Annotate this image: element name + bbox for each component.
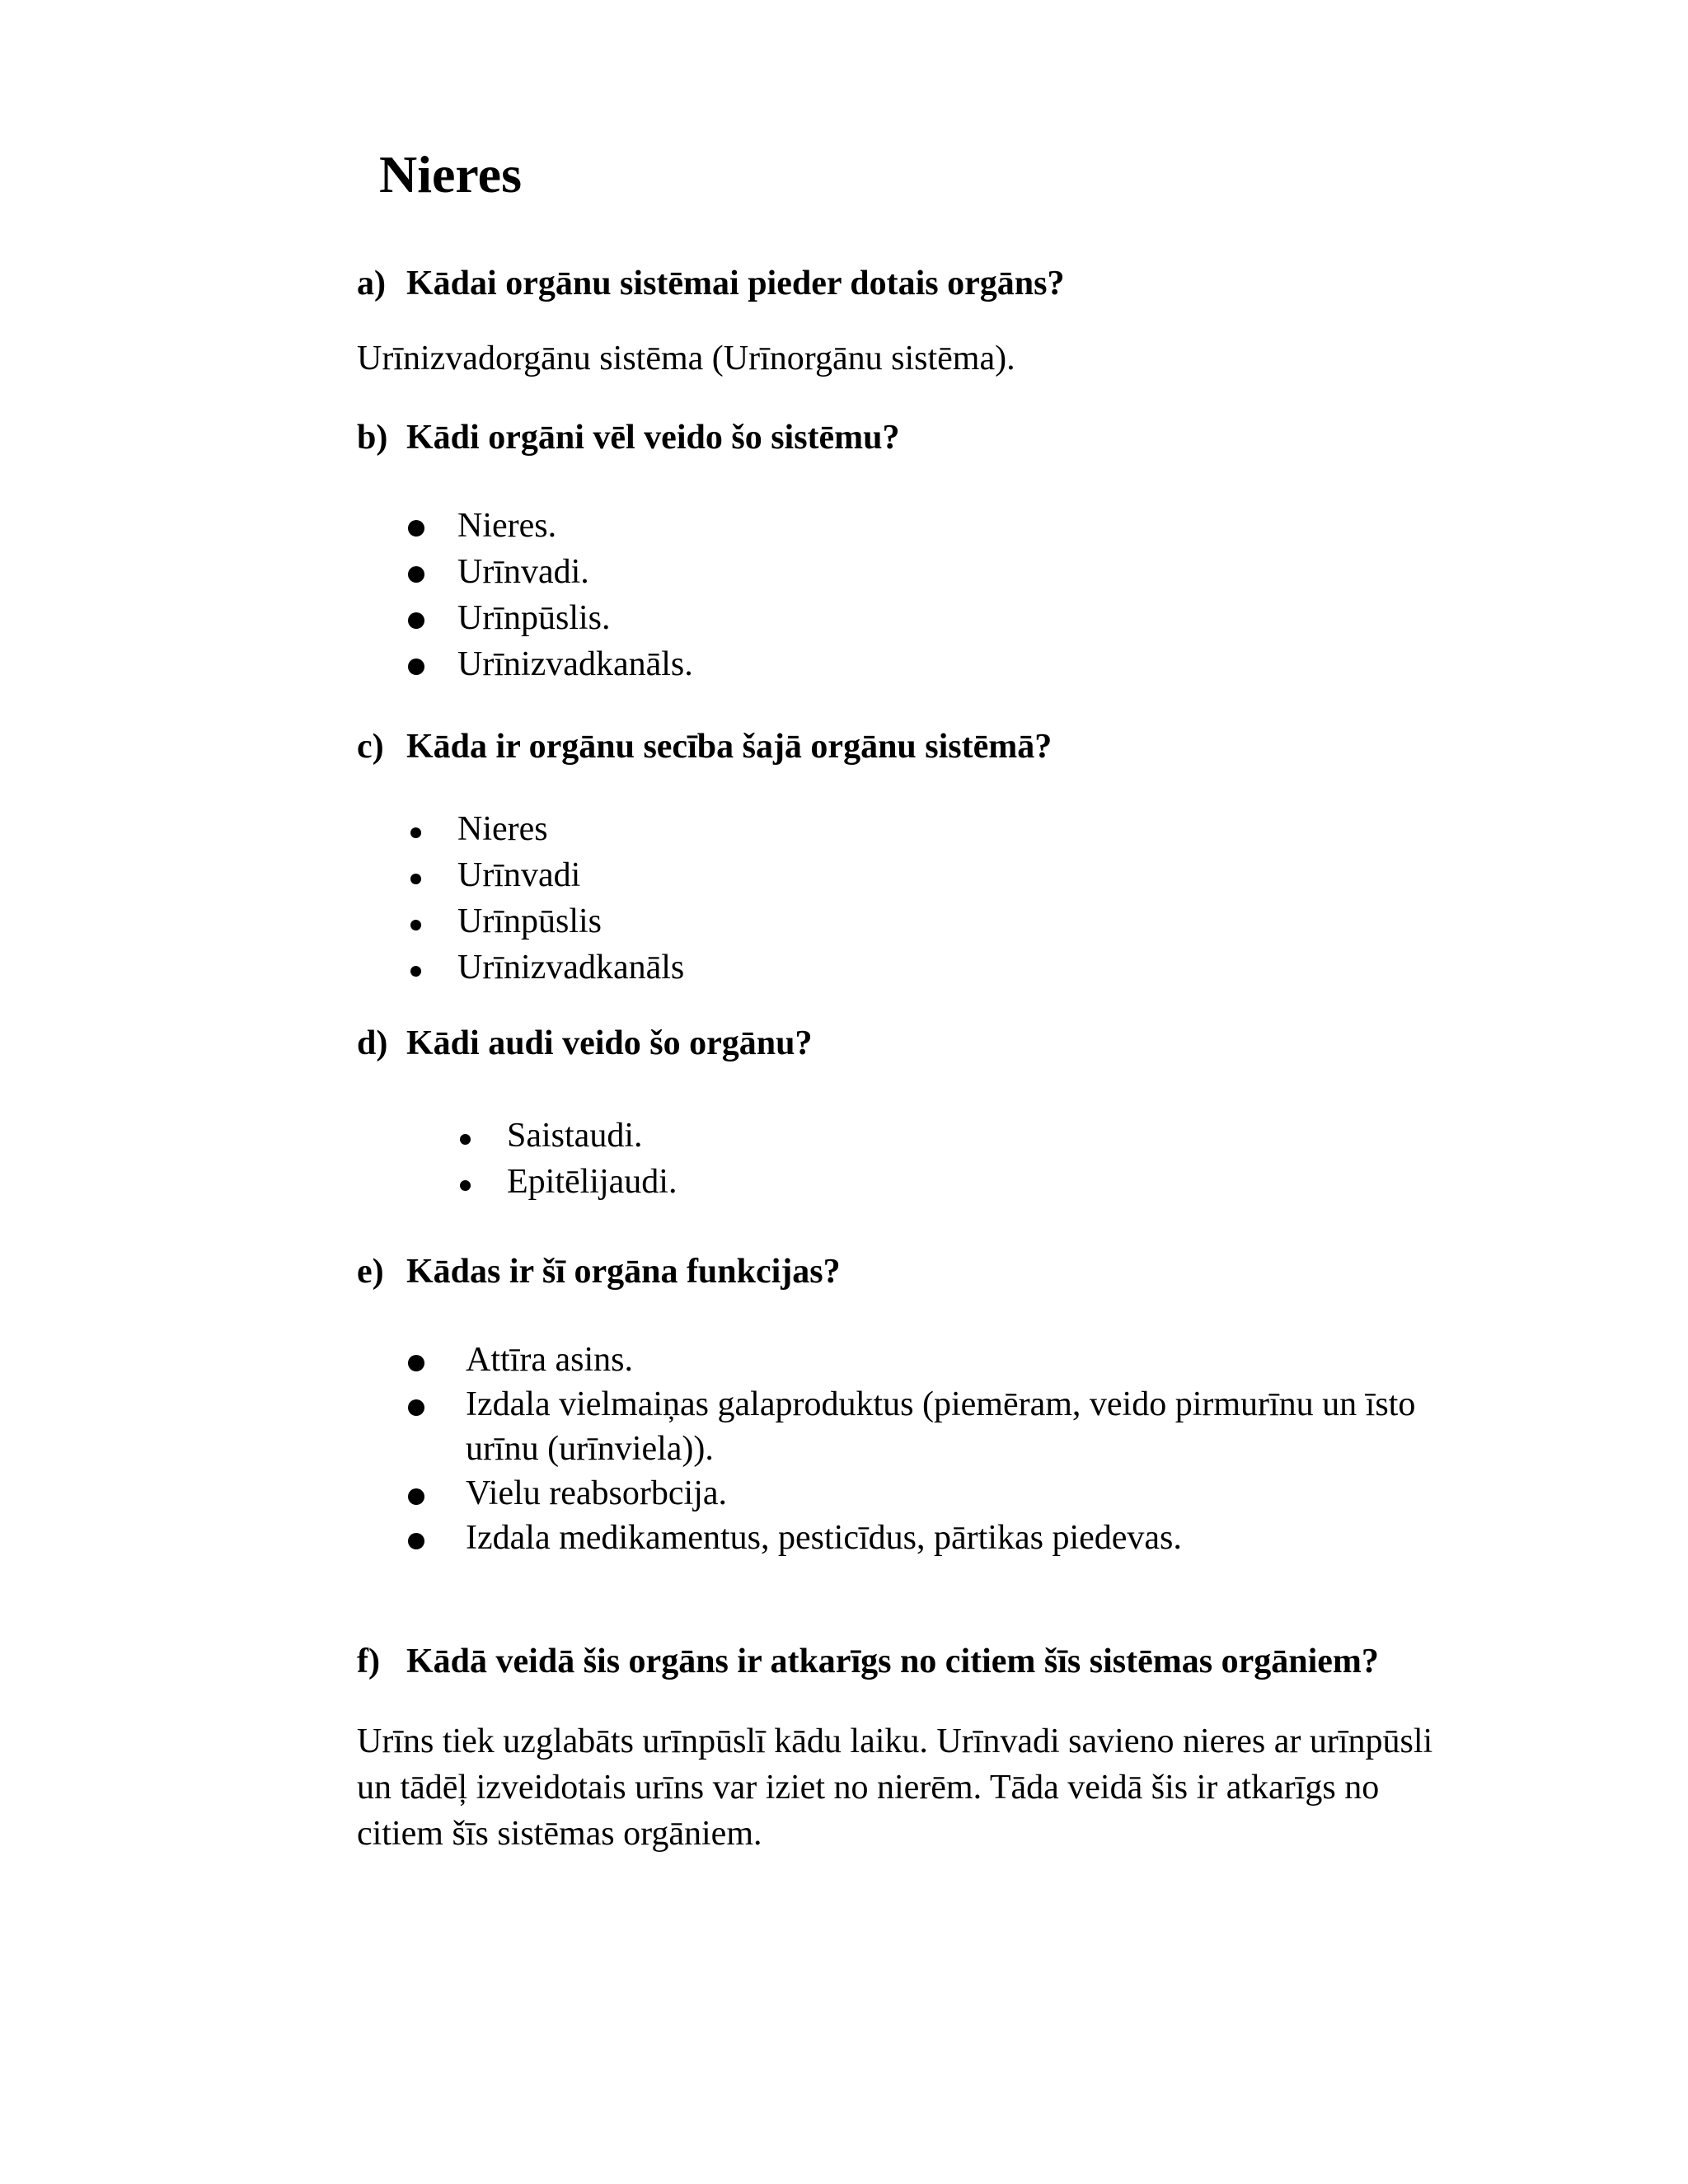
question-a-text: Kādai orgānu sistēmai pieder dotais orgāns?: [406, 265, 1065, 302]
list-item-text: Vielu reabsorbcija.: [466, 1474, 728, 1512]
bullet-icon: [460, 1180, 471, 1191]
question-e-text: Kādas ir šī orgāna funkcijas?: [406, 1253, 841, 1291]
list-item-text: Nieres: [457, 810, 548, 848]
list-item: [408, 595, 693, 641]
list-item: [408, 898, 684, 944]
list-item: [408, 944, 684, 991]
question-d-text: Kādi audi veido šo orgānu?: [406, 1024, 813, 1062]
bullet-icon: [408, 1355, 424, 1371]
question-d: [357, 1026, 812, 1061]
list-item-text: Attīra asins.: [466, 1341, 633, 1379]
bullet-icon: [410, 827, 421, 838]
bullet-icon: [410, 874, 421, 884]
answer-f-line1: Urīns tiek uzglabāts urīnpūslī kādu laiku. Urīnvadi savieno nieres ar urīnpūsli: [357, 1722, 1433, 1760]
question-b-text: Kādi orgāni vēl veido šo sistēmu?: [406, 419, 900, 457]
list-item-text-line1: Izdala vielmaiņas galaproduktus (piemēram, veido pirmurīnu un īsto: [466, 1385, 1416, 1423]
answer-c-list: [408, 806, 684, 991]
list-item-text: Urīnizvadkanāls.: [457, 645, 693, 683]
list-item: [408, 1471, 1415, 1516]
bullet-icon: [460, 1134, 471, 1145]
bullet-icon: [408, 1488, 424, 1505]
answer-b-list: [408, 503, 693, 687]
list-item-text: Saistaudi.: [507, 1117, 643, 1155]
bullet-icon: [408, 566, 424, 583]
list-item: [408, 1338, 1415, 1382]
bullet-icon: [408, 1533, 424, 1549]
list-item-text: Urīnvadi.: [457, 553, 589, 591]
list-item-text: Urīnizvadkanāls: [457, 949, 685, 987]
question-f-letter: f): [357, 1643, 380, 1680]
question-f-text: Kādā veidā šis orgāns ir atkarīgs no citiem šīs sistēmas orgāniem?: [406, 1643, 1379, 1680]
list-item-text: Epitēlijaudi.: [507, 1163, 678, 1201]
list-item: [408, 503, 693, 549]
answer-e-list: [408, 1338, 1415, 1560]
list-item-text: Urīnpūslis.: [457, 599, 611, 637]
list-item: [408, 1382, 1415, 1471]
question-a: [357, 266, 1064, 301]
page-title: Nieres: [379, 145, 522, 204]
question-b: [357, 420, 900, 455]
question-e-letter: e): [357, 1253, 384, 1291]
answer-f-line3: citiem šīs sistēmas orgāniem.: [357, 1815, 762, 1853]
answer-a: Urīnizvadorgānu sistēma (Urīnorgānu sistēma).: [357, 340, 1015, 377]
answer-f: [357, 1718, 1432, 1857]
question-c-letter: c): [357, 728, 384, 766]
list-item-text-line2: urīnu (urīnviela)).: [466, 1430, 714, 1468]
list-item: [408, 1516, 1415, 1560]
list-item: [408, 549, 693, 595]
list-item: [457, 1113, 677, 1159]
bullet-icon: [408, 520, 424, 537]
bullet-icon: [408, 1399, 424, 1416]
question-f: [357, 1644, 1379, 1679]
list-item: [408, 641, 693, 687]
list-item: [408, 852, 684, 898]
list-item: [408, 806, 684, 852]
question-b-letter: b): [357, 419, 388, 457]
question-d-letter: d): [357, 1024, 388, 1062]
bullet-icon: [410, 920, 421, 930]
bullet-icon: [408, 612, 424, 629]
list-item-text: Urīnpūslis: [457, 902, 603, 940]
question-a-letter: a): [357, 265, 386, 302]
list-item: [457, 1159, 677, 1205]
list-item-text: Izdala medikamentus, pesticīdus, pārtikas piedevas.: [466, 1519, 1182, 1557]
question-c-text: Kāda ir orgānu secība šajā orgānu sistēmā?: [406, 728, 1053, 766]
bullet-icon: [408, 658, 424, 675]
list-item-text: Urīnvadi: [457, 856, 581, 894]
list-item-text: Nieres.: [457, 507, 557, 545]
answer-d-list: [457, 1113, 677, 1205]
answer-f-line2: un tādēļ izveidotais urīns var iziet no nierēm. Tāda veidā šis ir atkarīgs no: [357, 1769, 1380, 1807]
bullet-icon: [410, 966, 421, 977]
question-c: [357, 729, 1052, 764]
question-e: [357, 1254, 841, 1289]
